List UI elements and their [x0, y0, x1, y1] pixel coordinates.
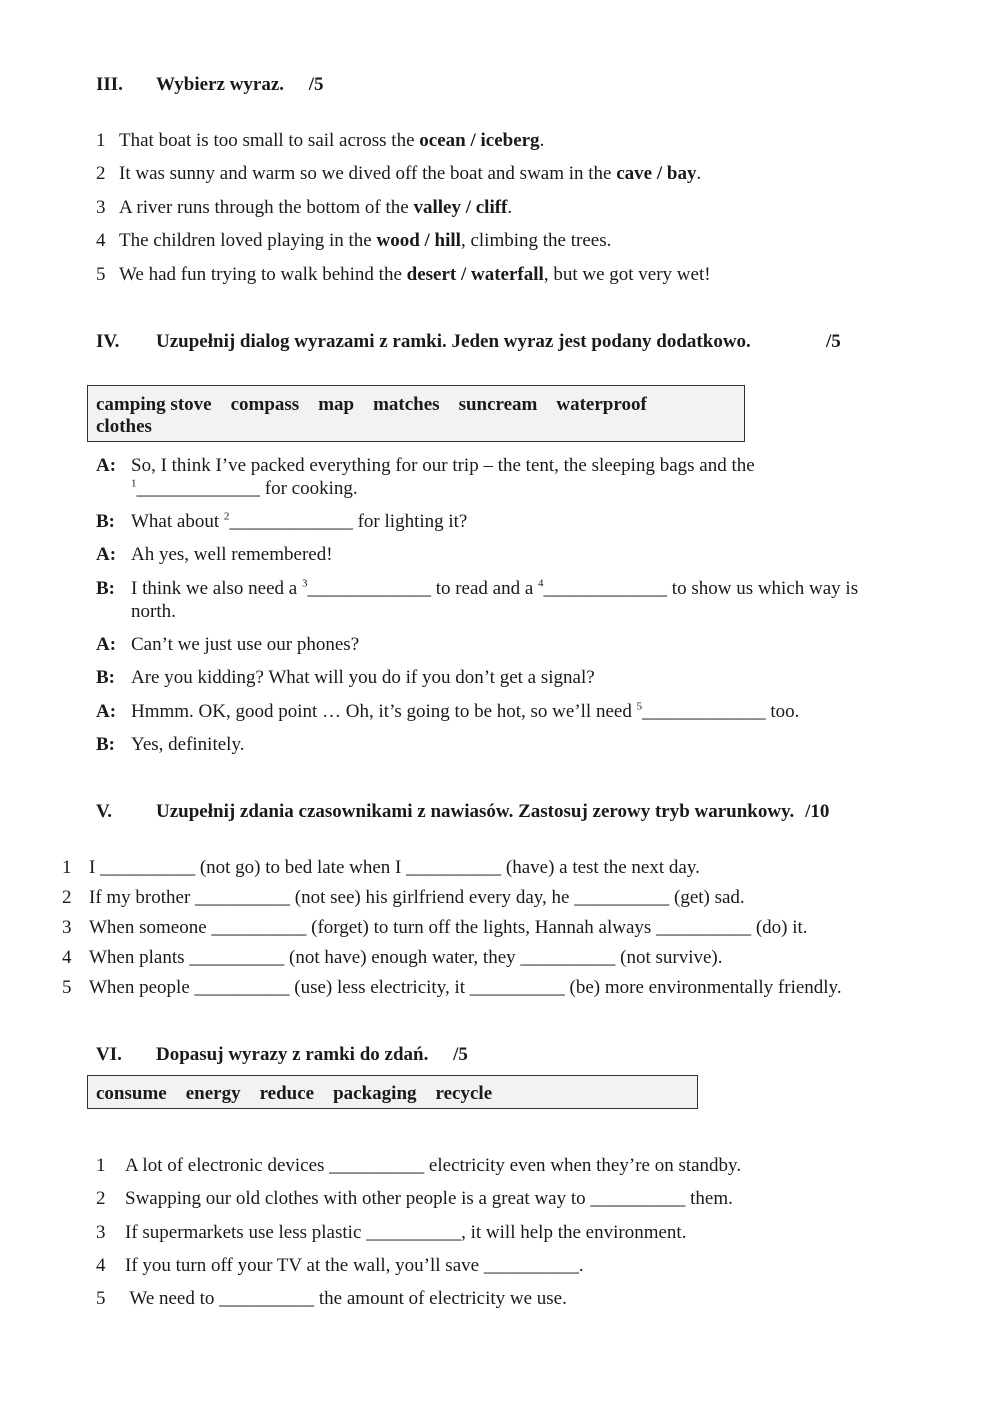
dialog-line: Can’t we just use our phones? — [131, 634, 360, 655]
list-item[interactable]: We need to __________ the amount of electricity we use. — [125, 1288, 567, 1309]
gap-blank[interactable]: _____________ too. — [642, 701, 800, 722]
list-item — [96, 263, 711, 286]
item-text-end: , climbing the trees. — [460, 230, 612, 251]
speaker-label: B: — [96, 734, 115, 755]
section6-title-text: Dopasuj wyrazy z ramki do zdań. — [156, 1044, 429, 1065]
section4-title: Uzupełnij dialog wyrazami z ramki. Jeden wyraz jest podany dodatkowo. — [156, 331, 751, 352]
item-number: 5 — [96, 264, 106, 285]
item-text: The children loved playing in the — [119, 230, 377, 251]
word-box-line: consume energy reduce packaging recycle — [96, 1083, 493, 1104]
section3-roman: III. — [96, 74, 123, 95]
section6-score: /5 — [453, 1044, 468, 1065]
gap-number: 5 — [636, 700, 643, 713]
list-item[interactable]: When people __________ (use) less electricity, it __________ (be) more environmentally friendly. — [89, 977, 842, 998]
list-item — [96, 196, 512, 219]
list-item — [96, 229, 611, 252]
word-box-line2: clothes — [96, 416, 152, 437]
item-text: That boat is too small to sail across the — [119, 130, 420, 151]
speaker-label: A: — [96, 455, 117, 476]
list-item — [96, 162, 701, 185]
item-number: 2 — [62, 887, 72, 908]
item-number: 2 — [96, 1188, 106, 1209]
section5-score: /10 — [805, 801, 830, 822]
item-number: 2 — [96, 163, 106, 184]
dialog-line — [131, 477, 358, 500]
item-number: 1 — [96, 130, 106, 151]
dialog-text: Hmmm. OK, good point … Oh, it’s going to be hot, so we’ll need — [131, 701, 637, 722]
word-choice[interactable]: valley / cliff — [413, 197, 508, 218]
item-text-end: . — [507, 197, 513, 218]
speaker-label: A: — [96, 634, 117, 655]
gap-blank[interactable]: _____________ for cooking. — [136, 478, 358, 499]
dialog-line: Yes, definitely. — [131, 734, 245, 755]
list-item[interactable]: If my brother __________ (not see) his girlfriend every day, he __________ (get) sad. — [89, 887, 745, 908]
section6-title — [156, 1043, 468, 1066]
gap-blank[interactable]: _____________ to read and a — [307, 578, 539, 599]
gap-blank[interactable]: _____________ to show us which way is — [543, 578, 859, 599]
section5-title — [156, 800, 829, 823]
speaker-label: B: — [96, 578, 115, 599]
section5-roman: V. — [96, 801, 113, 822]
gap-number: 2 — [223, 510, 230, 523]
dialog-text: I think we also need a — [131, 578, 302, 599]
item-number: 5 — [62, 977, 72, 998]
word-choice[interactable]: cave / bay — [616, 163, 697, 184]
word-choice[interactable]: ocean / iceberg — [419, 130, 540, 151]
item-text-end: . — [696, 163, 702, 184]
gap-number: 1 — [131, 477, 137, 490]
item-text: A river runs through the bottom of the — [119, 197, 414, 218]
dialog-line: So, I think I’ve packed everything for our trip – the tent, the sleeping bags and the — [131, 455, 755, 476]
list-item[interactable]: Swapping our old clothes with other people is a great way to __________ them. — [125, 1188, 733, 1209]
section5-title-text: Uzupełnij zdania czasownikami z nawiasów. Zastosuj zerowy tryb warunkowy. — [156, 801, 795, 822]
speaker-label: A: — [96, 544, 117, 565]
dialog-line — [131, 577, 858, 600]
item-number: 5 — [96, 1288, 106, 1309]
item-text-end: . — [539, 130, 545, 151]
dialog-line: north. — [131, 601, 176, 622]
item-number: 1 — [96, 1155, 106, 1176]
item-number: 4 — [62, 947, 72, 968]
item-number: 4 — [96, 1255, 106, 1276]
list-item[interactable]: When someone __________ (forget) to turn off the lights, Hannah always __________ (do) it. — [89, 917, 808, 938]
dialog-line: Are you kidding? What will you do if you don’t get a signal? — [131, 667, 595, 688]
list-item[interactable]: If supermarkets use less plastic __________, it will help the environment. — [125, 1222, 687, 1243]
dialog-line: Ah yes, well remembered! — [131, 544, 333, 565]
section4-score: /5 — [826, 331, 841, 352]
speaker-label: B: — [96, 667, 115, 688]
item-number: 3 — [96, 1222, 106, 1243]
item-number: 3 — [62, 917, 72, 938]
dialog-text: What about — [131, 511, 224, 532]
section6-roman: VI. — [96, 1044, 122, 1065]
gap-blank[interactable]: _____________ for lighting it? — [229, 511, 468, 532]
list-item[interactable]: A lot of electronic devices __________ electricity even when they’re on standby. — [125, 1155, 742, 1176]
item-number: 1 — [62, 857, 72, 878]
list-item — [96, 129, 544, 152]
word-choice[interactable]: desert / waterfall — [406, 264, 544, 285]
item-text-end: , but we got very wet! — [543, 264, 711, 285]
gap-number: 3 — [301, 577, 308, 590]
item-text: It was sunny and warm so we dived off the boat and swam in the — [119, 163, 617, 184]
word-choice[interactable]: wood / hill — [376, 230, 461, 251]
item-number: 3 — [96, 197, 106, 218]
section3-title — [156, 73, 324, 96]
list-item[interactable]: If you turn off your TV at the wall, you’ll save __________. — [125, 1255, 584, 1276]
section3-title-text: Wybierz wyraz. — [156, 74, 285, 95]
list-item[interactable]: I __________ (not go) to bed late when I __________ (have) a test the next day. — [89, 857, 700, 878]
list-item[interactable]: When plants __________ (not have) enough water, they __________ (not survive). — [89, 947, 723, 968]
gap-number: 4 — [538, 577, 544, 590]
section4-roman: IV. — [96, 331, 120, 352]
item-number: 4 — [96, 230, 106, 251]
speaker-label: A: — [96, 701, 117, 722]
section3-score: /5 — [308, 74, 324, 95]
word-box-line1: camping stove compass map matches suncream waterproof — [96, 394, 647, 415]
speaker-label: B: — [96, 511, 115, 532]
dialog-line — [131, 700, 799, 723]
dialog-line — [131, 510, 467, 533]
item-text: We had fun trying to walk behind the — [119, 264, 407, 285]
